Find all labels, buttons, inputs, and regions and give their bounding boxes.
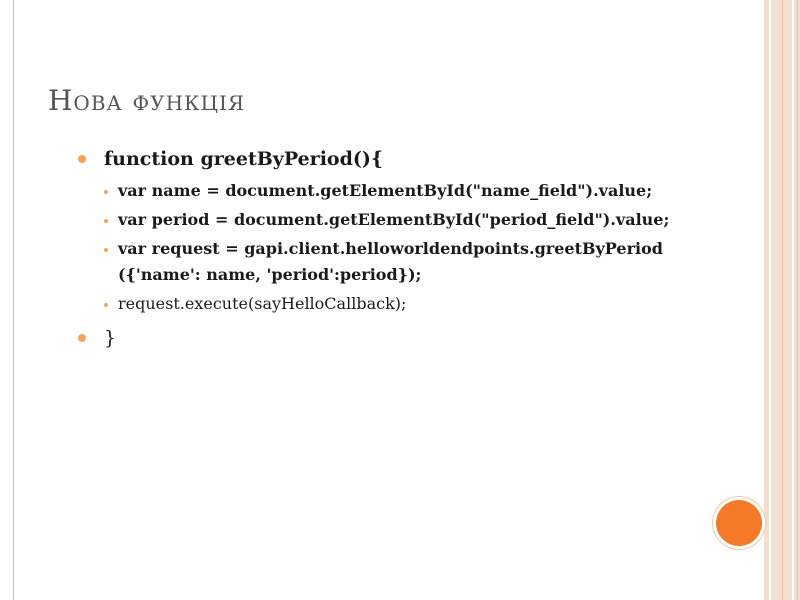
list-item-text: function greetByPeriod(){ <box>104 148 384 170</box>
list-item-closing-brace <box>78 325 698 351</box>
slide-title: Нова функція <box>48 84 246 117</box>
bullet-dot-icon <box>104 219 108 223</box>
sub-list <box>78 178 698 317</box>
band-line <box>769 0 771 600</box>
decorative-circle-icon <box>716 500 762 546</box>
list-item-text: } <box>104 327 117 349</box>
band-line <box>797 0 798 600</box>
band-line <box>782 0 783 600</box>
bullet-dot-icon <box>78 155 86 163</box>
sub-list-item-text: request.execute(sayHelloCallback); <box>118 294 407 313</box>
list-item-function-header <box>78 146 698 172</box>
sub-list-item-text: var name = document.getElementById("name_field").value; <box>118 181 653 200</box>
sub-list-item-text: var period = document.getElementById("period_field").value; <box>118 210 670 229</box>
left-rule-divider <box>13 0 14 600</box>
right-decorative-band <box>764 0 800 600</box>
sub-list-item <box>104 207 678 233</box>
bullet-dot-icon <box>104 248 108 252</box>
sub-list-item <box>104 291 678 317</box>
sub-list-item <box>104 178 678 204</box>
band-line <box>792 0 794 600</box>
bullet-dot-icon <box>104 303 108 307</box>
sub-list-item-text: var request = gapi.client.helloworldendpoints.greetByPeriod({'name': name, 'period':period}); <box>118 239 663 284</box>
sub-list-item <box>104 236 678 288</box>
bullet-dot-icon <box>78 334 86 342</box>
slide-content <box>78 146 698 357</box>
bullet-dot-icon <box>104 190 108 194</box>
